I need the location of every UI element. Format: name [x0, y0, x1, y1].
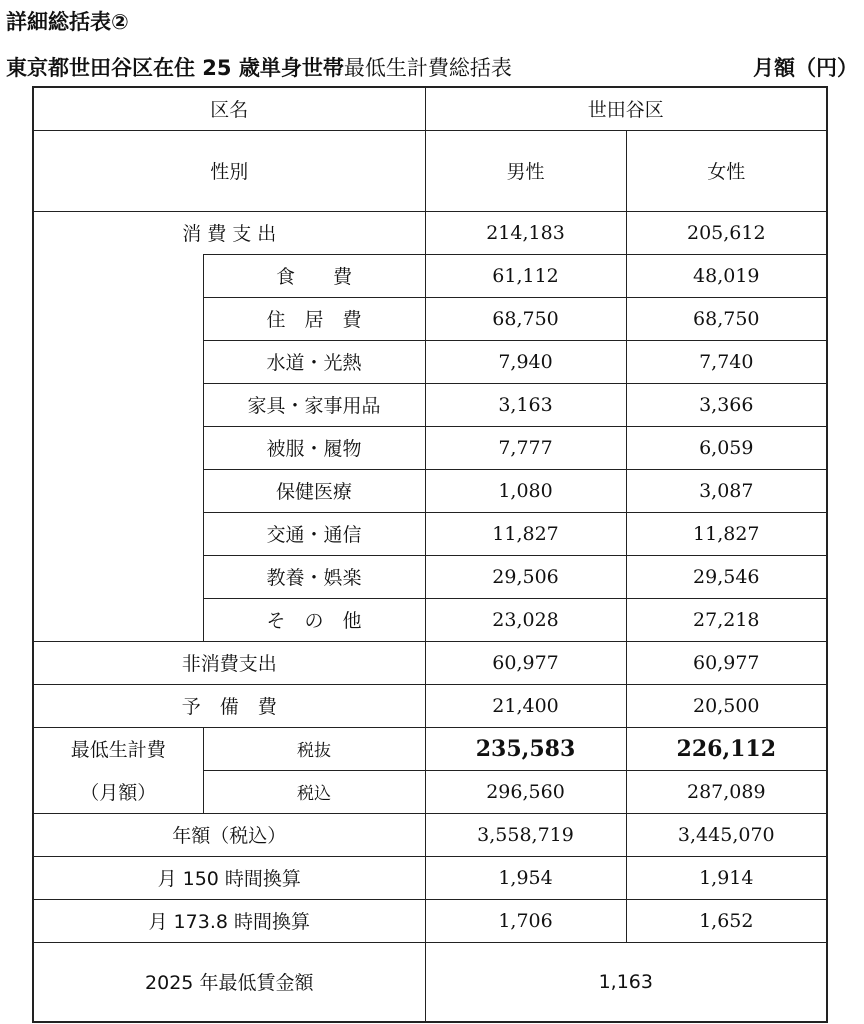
item-male-cell: 61,112 [425, 254, 626, 297]
taxin-male-cell: 296,560 [425, 770, 626, 813]
table-row [33, 727, 827, 770]
item-label-cell: 家具・家事用品 [203, 383, 425, 426]
item-label-cell: 水道・光熱 [203, 340, 425, 383]
table-row [33, 87, 827, 130]
minwage-label-cell: 2025 年最低賃金額 [33, 942, 425, 1022]
table-row [33, 813, 827, 856]
summary-table [32, 86, 828, 1023]
min-living-label-cell: 最低生計費 [33, 727, 203, 770]
reserve-female-cell: 20,500 [626, 684, 827, 727]
non-consumption-male-cell: 60,977 [425, 641, 626, 684]
item-label-cell: 住 居 費 [203, 297, 425, 340]
table-row [33, 254, 827, 297]
item-label-cell: 食 費 [203, 254, 425, 297]
table-subtitle [6, 52, 858, 82]
item-male-cell: 1,080 [425, 469, 626, 512]
item-female-cell: 3,366 [626, 383, 827, 426]
item-female-cell: 27,218 [626, 598, 827, 641]
taxin-label-cell: 税込 [203, 770, 425, 813]
hourly1738-label-cell: 月 173.8 時間換算 [33, 899, 425, 942]
table-row [33, 641, 827, 684]
annual-male-cell: 3,558,719 [425, 813, 626, 856]
item-label-cell: 被服・履物 [203, 426, 425, 469]
pretax-female-cell: 226,112 [626, 727, 827, 770]
annual-female-cell: 3,445,070 [626, 813, 827, 856]
item-female-cell: 68,750 [626, 297, 827, 340]
item-male-cell: 11,827 [425, 512, 626, 555]
item-female-cell: 7,740 [626, 340, 827, 383]
consumption-label-cell: 消 費 支 出 [33, 211, 425, 254]
item-male-cell: 29,506 [425, 555, 626, 598]
consumption-male-cell: 214,183 [425, 211, 626, 254]
reserve-label-cell: 予 備 費 [33, 684, 425, 727]
item-female-cell: 6,059 [626, 426, 827, 469]
item-female-cell: 48,019 [626, 254, 827, 297]
subtitle-rest: 最低生計費総括表 [343, 56, 512, 80]
item-male-cell: 23,028 [425, 598, 626, 641]
hourly150-male-cell: 1,954 [425, 856, 626, 899]
hourly150-label-cell: 月 150 時間換算 [33, 856, 425, 899]
item-male-cell: 7,777 [425, 426, 626, 469]
unit-label: 月額（円） [753, 56, 858, 80]
pretax-label-cell: 税抜 [203, 727, 425, 770]
item-female-cell: 11,827 [626, 512, 827, 555]
table-row [33, 130, 827, 211]
table-row [33, 211, 827, 254]
hourly1738-male-cell: 1,706 [425, 899, 626, 942]
female-header-cell: 女性 [626, 130, 827, 211]
sex-label-cell: 性別 [33, 130, 425, 211]
item-label-cell: 交通・通信 [203, 512, 425, 555]
area-label-cell: 区名 [33, 87, 425, 130]
monthly-label-cell: （月額） [33, 770, 203, 813]
item-female-cell: 29,546 [626, 555, 827, 598]
subtitle-bold: 東京都世田谷区在住 25 歳単身世帯 [6, 56, 344, 80]
table-row [33, 899, 827, 942]
consumption-indent-cell [33, 254, 203, 641]
table-row [33, 684, 827, 727]
table-row [33, 942, 827, 1022]
table-row [33, 770, 827, 813]
item-female-cell: 3,087 [626, 469, 827, 512]
non-consumption-label-cell: 非消費支出 [33, 641, 425, 684]
consumption-female-cell: 205,612 [626, 211, 827, 254]
pretax-male-cell: 235,583 [425, 727, 626, 770]
item-male-cell: 3,163 [425, 383, 626, 426]
item-label-cell: 保健医療 [203, 469, 425, 512]
non-consumption-female-cell: 60,977 [626, 641, 827, 684]
hourly1738-female-cell: 1,652 [626, 899, 827, 942]
taxin-female-cell: 287,089 [626, 770, 827, 813]
male-header-cell: 男性 [425, 130, 626, 211]
hourly150-female-cell: 1,914 [626, 856, 827, 899]
table-row [33, 856, 827, 899]
item-male-cell: 68,750 [425, 297, 626, 340]
item-label-cell: 教養・娯楽 [203, 555, 425, 598]
reserve-male-cell: 21,400 [425, 684, 626, 727]
annual-label-cell: 年額（税込） [33, 813, 425, 856]
minwage-value-cell: 1,163 [425, 942, 827, 1022]
item-label-cell: そ の 他 [203, 598, 425, 641]
item-male-cell: 7,940 [425, 340, 626, 383]
area-value-cell: 世田谷区 [425, 87, 827, 130]
page-title: 詳細総括表② [6, 10, 129, 34]
